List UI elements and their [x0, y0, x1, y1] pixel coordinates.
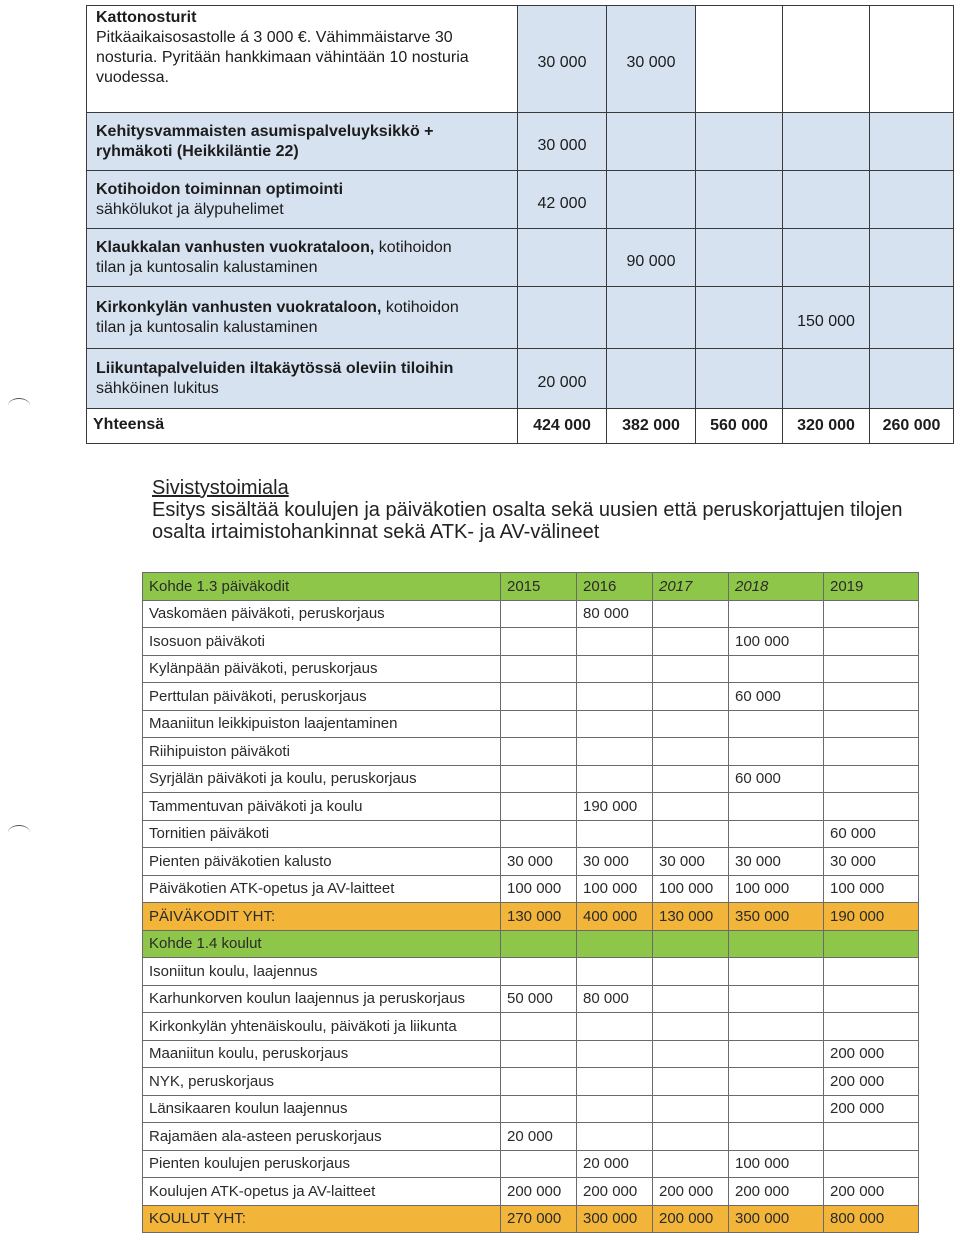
- row-value: [501, 1013, 577, 1041]
- row-value: 130 000: [501, 903, 577, 931]
- section-heading-block: [152, 477, 932, 543]
- table-row: [143, 1040, 919, 1068]
- row-label: Länsikaaren koulun laajennus: [143, 1095, 501, 1123]
- top-row-subtitle: tilan ja kuntosalin kalustaminen: [96, 258, 318, 276]
- row-value: [501, 655, 577, 683]
- top-row-value: 30 000: [518, 113, 607, 171]
- row-label: Kylänpään päiväkoti, peruskorjaus: [143, 655, 501, 683]
- row-value: 100 000: [577, 875, 653, 903]
- top-row-value: 30 000: [518, 6, 607, 113]
- row-value: [653, 655, 729, 683]
- top-table-row: [87, 113, 954, 171]
- investment-table-education: [142, 572, 919, 1233]
- row-value: [577, 1095, 653, 1123]
- scan-mark: [8, 825, 30, 840]
- year-header: 2015: [501, 573, 577, 601]
- top-row-subtitle: sähköinen lukitus: [96, 379, 219, 397]
- row-value: [653, 1150, 729, 1178]
- row-value: [824, 628, 919, 656]
- row-label: Tammentuvan päiväkoti ja koulu: [143, 793, 501, 821]
- row-value: [729, 655, 824, 683]
- row-label: Maaniitun leikkipuiston laajentaminen: [143, 710, 501, 738]
- row-value: [729, 1040, 824, 1068]
- row-value: [501, 683, 577, 711]
- total-value: 382 000: [607, 409, 696, 444]
- section-heading: Sivistystoimiala: [152, 477, 289, 499]
- row-value: [653, 710, 729, 738]
- top-row-value: 150 000: [783, 287, 870, 349]
- row-value: [653, 765, 729, 793]
- row-value: 30 000: [501, 848, 577, 876]
- row-value: [729, 1095, 824, 1123]
- top-row-value: [696, 229, 783, 287]
- row-value: [501, 600, 577, 628]
- row-value: [577, 628, 653, 656]
- subtotal-row: [143, 903, 919, 931]
- row-value: [729, 1068, 824, 1096]
- table-row: [143, 1178, 919, 1206]
- row-value: 200 000: [824, 1040, 919, 1068]
- row-value: [653, 958, 729, 986]
- row-value: [577, 683, 653, 711]
- row-value: 100 000: [729, 875, 824, 903]
- row-label: Riihipuiston päiväkoti: [143, 738, 501, 766]
- row-value: [653, 1040, 729, 1068]
- top-row-value: [696, 113, 783, 171]
- row-value: 200 000: [824, 1068, 919, 1096]
- top-row-subtitle: tilan ja kuntosalin kalustaminen: [96, 318, 318, 336]
- top-row-value: [607, 113, 696, 171]
- top-row-value: [870, 6, 954, 113]
- row-value: [577, 655, 653, 683]
- row-value: [824, 958, 919, 986]
- row-value: 60 000: [729, 683, 824, 711]
- row-label: Maaniitun koulu, peruskorjaus: [143, 1040, 501, 1068]
- table-row: [143, 793, 919, 821]
- row-value: 60 000: [824, 820, 919, 848]
- row-value: [577, 958, 653, 986]
- row-value: [824, 765, 919, 793]
- row-value: [824, 793, 919, 821]
- table-row: [143, 1068, 919, 1096]
- total-value: 560 000: [696, 409, 783, 444]
- top-row-description: [87, 6, 518, 113]
- row-value: 200 000: [824, 1178, 919, 1206]
- row-value: [653, 1068, 729, 1096]
- row-value: [501, 765, 577, 793]
- table-row: [143, 848, 919, 876]
- row-label: Kohde 1.4 koulut: [143, 930, 501, 958]
- top-row-value: [870, 287, 954, 349]
- top-row-description: [87, 229, 518, 287]
- top-row-description: [87, 113, 518, 171]
- row-value: [729, 793, 824, 821]
- row-value: 20 000: [577, 1150, 653, 1178]
- row-value: [824, 683, 919, 711]
- row-value: [653, 1095, 729, 1123]
- row-label: Kohde 1.3 päiväkodit: [143, 573, 501, 601]
- top-table-total-row: [87, 409, 954, 444]
- row-label: PÄIVÄKODIT YHT:: [143, 903, 501, 931]
- year-header: 2017: [653, 573, 729, 601]
- top-row-description: [87, 171, 518, 229]
- year-header: 2019: [824, 573, 919, 601]
- top-row-value: [870, 171, 954, 229]
- row-value: 200 000: [653, 1178, 729, 1206]
- row-value: [653, 628, 729, 656]
- year-header: 2018: [729, 573, 824, 601]
- row-value: [653, 985, 729, 1013]
- row-value: [824, 655, 919, 683]
- top-row-title-suffix: kotihoidon: [381, 298, 459, 316]
- row-value: [501, 1150, 577, 1178]
- row-label: Vaskomäen päiväkoti, peruskorjaus: [143, 600, 501, 628]
- top-row-value: [696, 287, 783, 349]
- top-row-title: Liikuntapalveluiden iltakäytössä oleviin tiloihin: [96, 359, 454, 377]
- total-label: Yhteensä: [87, 409, 518, 444]
- table-row: [143, 655, 919, 683]
- top-table-row: [87, 171, 954, 229]
- row-value: [729, 1123, 824, 1151]
- row-value: 200 000: [577, 1178, 653, 1206]
- top-row-title: Kirkonkylän vanhusten vuokrataloon,: [96, 298, 382, 316]
- row-value: [577, 710, 653, 738]
- row-value: 800 000: [824, 1205, 919, 1233]
- row-value: [729, 985, 824, 1013]
- row-label: Tornitien päiväkoti: [143, 820, 501, 848]
- row-value: 80 000: [577, 600, 653, 628]
- row-value: [577, 1040, 653, 1068]
- top-row-value: [870, 113, 954, 171]
- row-value: 400 000: [577, 903, 653, 931]
- top-table-row: [87, 287, 954, 349]
- table-row: [143, 683, 919, 711]
- top-row-title: Kattonosturit: [96, 9, 197, 26]
- top-row-value: [607, 349, 696, 409]
- row-value: 30 000: [577, 848, 653, 876]
- table-row: [143, 738, 919, 766]
- scan-mark: [8, 398, 30, 413]
- row-value: 130 000: [653, 903, 729, 931]
- row-value: [729, 600, 824, 628]
- row-value: [653, 793, 729, 821]
- table-row: [143, 710, 919, 738]
- total-value: 260 000: [870, 409, 954, 444]
- top-row-title-suffix: kotihoidon: [374, 238, 452, 256]
- section-description: Esitys sisältää koulujen ja päiväkotien osalta sekä uusien että peruskorjattujen tilojen osalta irtaimistohankinnat sekä ATK- ja AV-välineet: [152, 499, 903, 543]
- row-value: 190 000: [577, 793, 653, 821]
- top-row-subtitle: Pitkäaikaisosastolle á 3 000 €. Vähimmäistarve 30 nosturia. Pyritään hankkimaan vähintään 10 nosturia vuodessa.: [96, 29, 469, 86]
- row-value: 190 000: [824, 903, 919, 931]
- year-header: 2016: [577, 573, 653, 601]
- top-row-value: [870, 349, 954, 409]
- top-row-value: 90 000: [607, 229, 696, 287]
- row-value: [653, 683, 729, 711]
- row-value: [653, 930, 729, 958]
- table-row: [143, 985, 919, 1013]
- row-value: [729, 738, 824, 766]
- table-row: [143, 1123, 919, 1151]
- row-label: Päiväkotien ATK-opetus ja AV-laitteet: [143, 875, 501, 903]
- row-value: [824, 930, 919, 958]
- top-row-value: [783, 349, 870, 409]
- row-label: Pienten koulujen peruskorjaus: [143, 1150, 501, 1178]
- row-value: [653, 738, 729, 766]
- row-label: Koulujen ATK-opetus ja AV-laitteet: [143, 1178, 501, 1206]
- row-value: 300 000: [729, 1205, 824, 1233]
- table-row: [143, 1095, 919, 1123]
- table-row: [143, 820, 919, 848]
- row-value: 20 000: [501, 1123, 577, 1151]
- top-row-value: [696, 6, 783, 113]
- row-value: 60 000: [729, 765, 824, 793]
- row-label: Pienten päiväkotien kalusto: [143, 848, 501, 876]
- row-value: [824, 1150, 919, 1178]
- top-row-value: [783, 6, 870, 113]
- row-value: [653, 1013, 729, 1041]
- row-value: 100 000: [729, 628, 824, 656]
- total-value: 320 000: [783, 409, 870, 444]
- row-value: 80 000: [577, 985, 653, 1013]
- row-value: 200 000: [729, 1178, 824, 1206]
- row-value: [501, 710, 577, 738]
- row-label: Syrjälän päiväkoti ja koulu, peruskorjaus: [143, 765, 501, 793]
- top-row-value: [783, 171, 870, 229]
- row-value: [577, 1013, 653, 1041]
- row-value: [577, 1068, 653, 1096]
- table-row: [143, 875, 919, 903]
- table-row: [143, 765, 919, 793]
- row-value: 30 000: [729, 848, 824, 876]
- top-row-subtitle: sähkölukot ja älypuhelimet: [96, 200, 284, 218]
- row-value: [577, 765, 653, 793]
- row-value: [501, 958, 577, 986]
- row-value: [824, 600, 919, 628]
- top-row-value: [696, 349, 783, 409]
- row-value: 300 000: [577, 1205, 653, 1233]
- top-table-row: [87, 229, 954, 287]
- row-value: [501, 1095, 577, 1123]
- row-value: 50 000: [501, 985, 577, 1013]
- top-row-title: Kehitysvammaisten asumispalveluyksikkö + ryhmäkoti (Heikkiläntie 22): [96, 122, 434, 160]
- top-row-value: [783, 113, 870, 171]
- row-value: [501, 930, 577, 958]
- row-value: [729, 820, 824, 848]
- top-row-value: [696, 171, 783, 229]
- top-row-description: [87, 349, 518, 409]
- total-value: 424 000: [518, 409, 607, 444]
- top-table-row: [87, 6, 954, 113]
- top-row-value: [870, 229, 954, 287]
- row-value: 100 000: [653, 875, 729, 903]
- top-row-description: [87, 287, 518, 349]
- top-row-value: [783, 229, 870, 287]
- row-value: 30 000: [653, 848, 729, 876]
- row-value: [824, 1123, 919, 1151]
- row-label: Karhunkorven koulun laajennus ja peruskorjaus: [143, 985, 501, 1013]
- row-value: [729, 930, 824, 958]
- subtotal-row: [143, 1205, 919, 1233]
- row-value: 270 000: [501, 1205, 577, 1233]
- row-label: NYK, peruskorjaus: [143, 1068, 501, 1096]
- top-row-value: [518, 287, 607, 349]
- top-row-value: 30 000: [607, 6, 696, 113]
- row-value: [824, 985, 919, 1013]
- row-value: [501, 1040, 577, 1068]
- row-value: 100 000: [824, 875, 919, 903]
- row-value: [501, 628, 577, 656]
- row-label: Rajamäen ala-asteen peruskorjaus: [143, 1123, 501, 1151]
- table-row: [143, 1150, 919, 1178]
- table-row: [143, 958, 919, 986]
- row-label: Perttulan päiväkoti, peruskorjaus: [143, 683, 501, 711]
- row-value: [729, 1013, 824, 1041]
- row-value: [824, 738, 919, 766]
- row-value: 350 000: [729, 903, 824, 931]
- row-value: 200 000: [501, 1178, 577, 1206]
- row-value: 100 000: [729, 1150, 824, 1178]
- row-value: 100 000: [501, 875, 577, 903]
- row-label: Isoniitun koulu, laajennus: [143, 958, 501, 986]
- section-header-row: [143, 930, 919, 958]
- row-value: [577, 1123, 653, 1151]
- top-row-value: [607, 171, 696, 229]
- row-value: 200 000: [824, 1095, 919, 1123]
- row-value: 30 000: [824, 848, 919, 876]
- row-label: Kirkonkylän yhtenäiskoulu, päiväkoti ja liikunta: [143, 1013, 501, 1041]
- row-label: Isosuon päiväkoti: [143, 628, 501, 656]
- top-row-title: Klaukkalan vanhusten vuokrataloon,: [96, 238, 375, 256]
- top-row-title: Kotihoidon toiminnan optimointi: [96, 180, 344, 198]
- top-row-value: 42 000: [518, 171, 607, 229]
- table-row: [143, 600, 919, 628]
- row-value: [824, 1013, 919, 1041]
- row-value: [577, 930, 653, 958]
- top-row-value: [607, 287, 696, 349]
- row-value: [824, 710, 919, 738]
- row-value: [577, 820, 653, 848]
- row-value: [729, 958, 824, 986]
- row-value: [653, 1123, 729, 1151]
- table-row: [143, 628, 919, 656]
- row-value: [653, 820, 729, 848]
- section-header-row: [143, 573, 919, 601]
- investment-table-top: [86, 5, 954, 444]
- table-row: [143, 1013, 919, 1041]
- row-value: [729, 710, 824, 738]
- row-label: KOULUT YHT:: [143, 1205, 501, 1233]
- row-value: 200 000: [653, 1205, 729, 1233]
- row-value: [501, 1068, 577, 1096]
- row-value: [653, 600, 729, 628]
- row-value: [501, 820, 577, 848]
- row-value: [577, 738, 653, 766]
- top-table-row: [87, 349, 954, 409]
- top-row-value: [518, 229, 607, 287]
- row-value: [501, 738, 577, 766]
- row-value: [501, 793, 577, 821]
- top-row-value: 20 000: [518, 349, 607, 409]
